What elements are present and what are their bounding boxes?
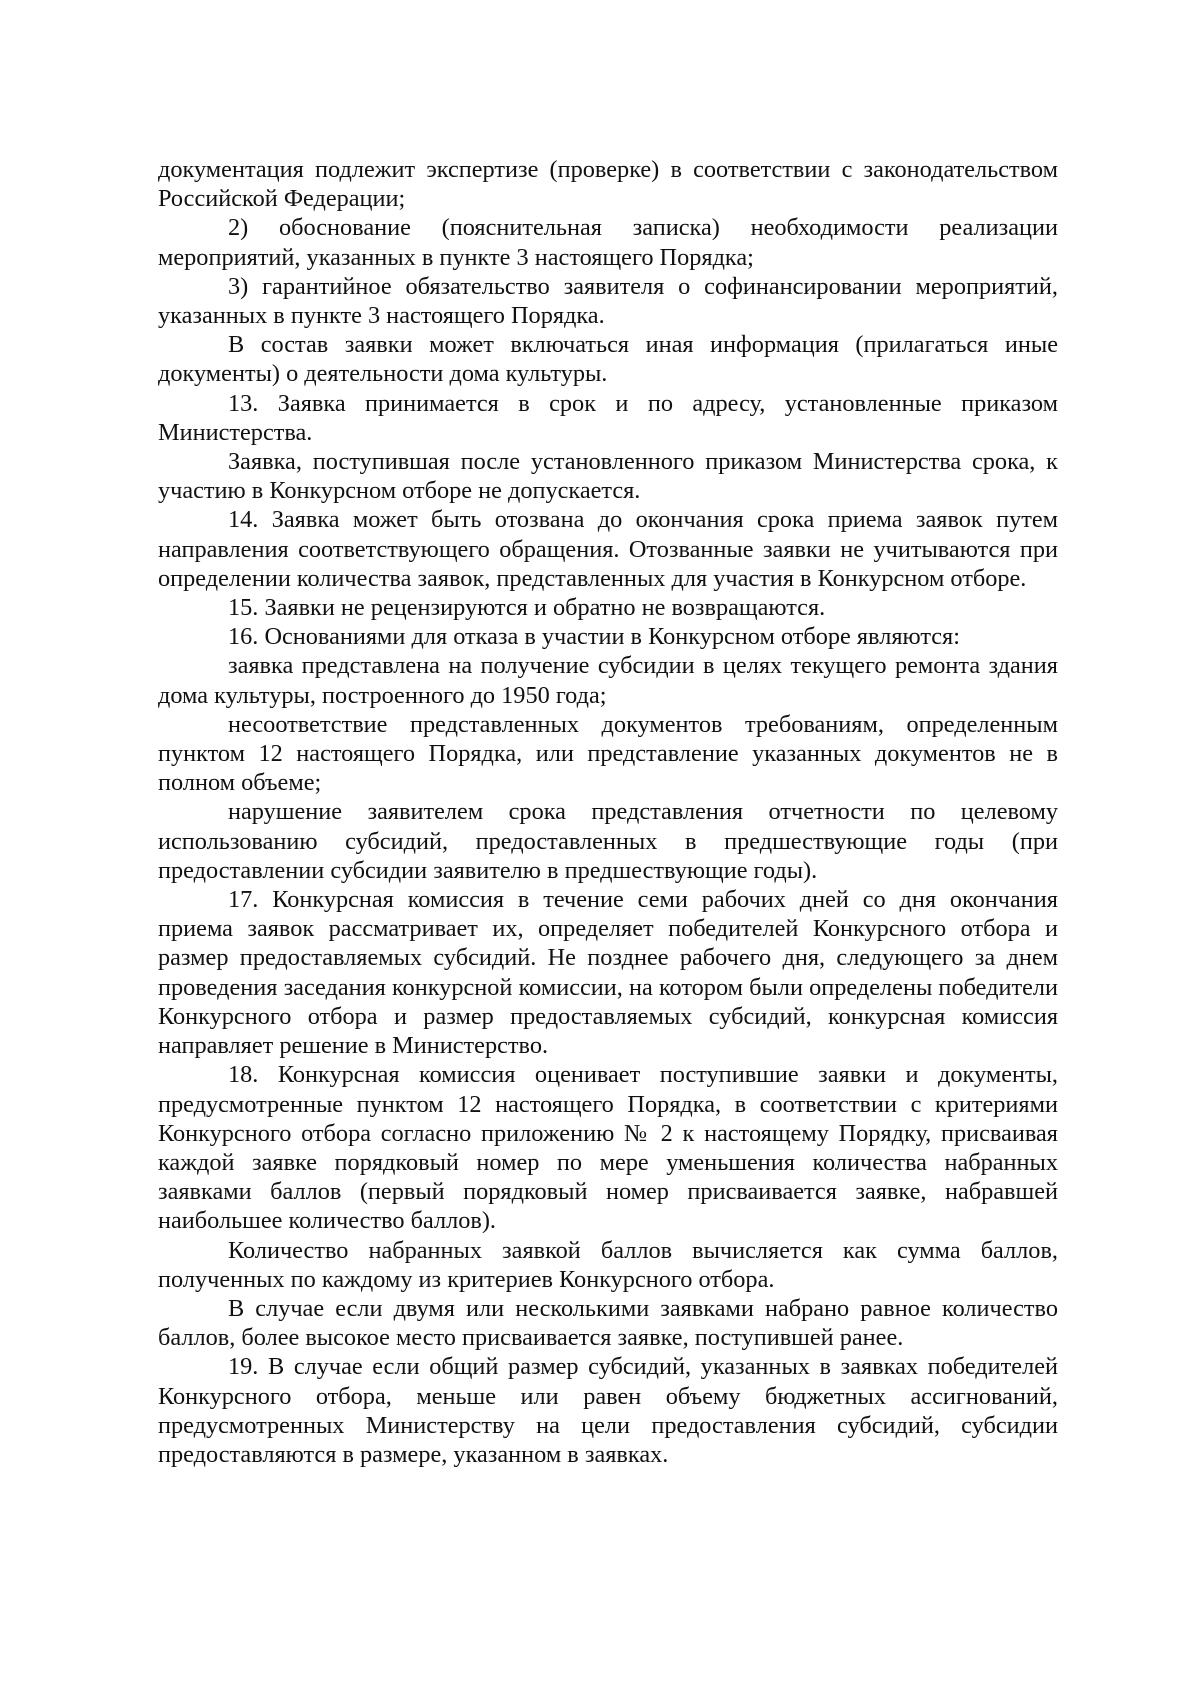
paragraph-refusal-reason-1: заявка представлена на получение субсидии в целях текущего ремонта здания дома культуры, построенного до 1950 года;: [158, 652, 1058, 709]
paragraph-item-3: 3) гарантийное обязательство заявителя о софинансировании мероприятий, указанных в пункте 3 настоящего Порядка.: [158, 272, 1058, 330]
paragraph-refusal-reason-2: несоответствие представленных документов требованиям, определенным пунктом 12 настоящего Порядка, или представление указанных документов не в полном объеме;: [158, 710, 1058, 797]
paragraph-additional-info: В состав заявки может включаться иная информация (прилагаться иные документы) о деятельности дома культуры.: [158, 331, 1058, 388]
paragraph-13: 13. Заявка принимается в срок и по адресу, установленные приказом Министерства.: [158, 389, 1058, 446]
paragraph-continuation: документация подлежит экспертизе (проверке) в соответствии с законодательством Российской Федерации;: [158, 156, 1058, 213]
paragraph-16: 16. Основаниями для отказа в участии в Конкурсном отборе являются:: [228, 623, 960, 651]
paragraph-item-2: 2) обоснование (пояснительная записка) необходимости реализации мероприятий, указанных в пункте 3 настоящего Порядка;: [158, 214, 1058, 271]
paragraph-18: 18. Конкурсная комиссия оценивает поступившие заявки и документы, предусмотренные пунктом 12 настоящего Порядка, в соответствии с критериями Конкурсного отбора согласно приложению № 2 к настоящему Порядку, присваивая каждой заявке порядковый номер по мере уменьшения количества набранных заявками баллов (первый порядковый номер присваивается заявке, набравшей наибольшее количество баллов).: [158, 1061, 1058, 1235]
paragraph-refusal-reason-3: нарушение заявителем срока представления отчетности по целевому использованию субсидий, предоставленных в предшествующие годы (при предоставлении субсидии заявителю в предшествующие годы).: [158, 798, 1058, 884]
paragraph-14: 14. Заявка может быть отозвана до окончания срока приема заявок путем направления соответствующего обращения. Отозванные заявки не учитываются при определении количества заявок, представленных для участия в Конкурсном отборе.: [158, 506, 1058, 592]
paragraph-17: 17. Конкурсная комиссия в течение семи рабочих дней со дня окончания приема заявок рассматривает их, определяет победителей Конкурсного отбора и размер предоставляемых субсидий. Не позднее рабочего дня, следующего за днем проведения заседания конкурсной комиссии, на котором были определены победители Конкурсного отбора и размер предоставляемых субсидий, конкурсная комиссия направляет решение в Министерство.: [158, 886, 1058, 1060]
paragraph-19: 19. В случае если общий размер субсидий, указанных в заявках победителей Конкурсного отбора, меньше или равен объему бюджетных ассигнований, предусмотренных Министерству на цели предоставления субсидий, субсидии предоставляются в размере, указанном в заявках.: [158, 1353, 1058, 1468]
paragraph-equal-score: В случае если двумя или несколькими заявками набрано равное количество баллов, более высокое место присваивается заявке, поступившей ранее.: [158, 1294, 1058, 1352]
paragraph-15: 15. Заявки не рецензируются и обратно не возвращаются.: [228, 594, 826, 622]
document-page: [158, 155, 1058, 1469]
paragraph-late-application: Заявка, поступившая после установленного приказом Министерства срока, к участию в Конкурсном отборе не допускается.: [158, 448, 1058, 505]
paragraph-score-calculation: Количество набранных заявкой баллов вычисляется как сумма баллов, полученных по каждому из критериев Конкурсного отбора.: [158, 1236, 1058, 1293]
